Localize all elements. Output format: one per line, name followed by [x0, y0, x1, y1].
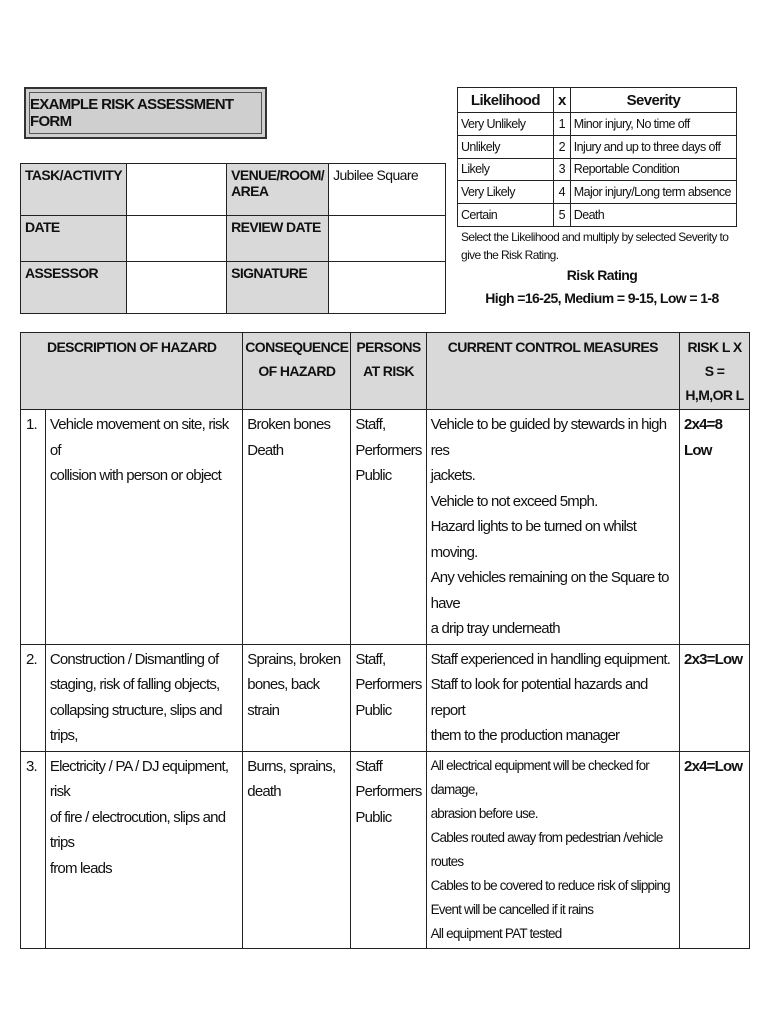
persons-header: PERSONS AT RISK [351, 333, 426, 410]
row-number: 3. [21, 751, 46, 948]
likelihood-cell: Likely [458, 158, 554, 181]
date-field[interactable] [126, 216, 226, 262]
severity-cell: Injury and up to three days off [570, 135, 736, 158]
hazard-table [20, 332, 750, 949]
likelihood-row [458, 204, 737, 227]
likelihood-cell: Very Likely [458, 181, 554, 204]
risk-rating-value: 2x3=Low [680, 644, 750, 751]
hazard-row [21, 644, 750, 751]
hazard-row [21, 751, 750, 948]
assessor-label: ASSESSOR [21, 262, 127, 314]
score-cell: 4 [553, 181, 570, 204]
risk-rating-instructions: Select the Likelihood and multiply by selected Severity to give the Risk Rating. [461, 230, 729, 262]
score-cell: 1 [553, 113, 570, 136]
hazard-description: Construction / Dismantling of staging, risk of falling objects, collapsing structure, slips and trips, [45, 644, 242, 751]
severity-cell: Reportable Condition [570, 158, 736, 181]
risk-rating-legend: High =16-25, Medium = 9-15, Low = 1-8 [485, 290, 719, 306]
risk-rating-value: 2x4=Low [680, 751, 750, 948]
row-number: 2. [21, 644, 46, 751]
likelihood-cell: Certain [458, 204, 554, 227]
consequence-header: CONSEQUENCE OF HAZARD [243, 333, 351, 410]
risk-rating-title: Risk Rating [566, 267, 638, 283]
likelihood-row [458, 158, 737, 181]
control-measures-header: CURRENT CONTROL MEASURES [426, 333, 679, 410]
assessment-info-table [20, 163, 446, 314]
task-activity-field[interactable] [126, 164, 226, 216]
hazard-consequence: Broken bones Death [243, 410, 351, 645]
form-title: EXAMPLE RISK ASSESSMENT FORM [29, 92, 262, 134]
persons-at-risk: Staff Performers Public [351, 751, 426, 948]
persons-at-risk: Staff, Performers Public [351, 644, 426, 751]
venue-label: VENUE/ROOM/ AREA [227, 164, 329, 216]
severity-cell: Minor injury, No time off [570, 113, 736, 136]
likelihood-severity-table [457, 87, 737, 227]
signature-label: SIGNATURE [227, 262, 329, 314]
score-cell: 3 [553, 158, 570, 181]
severity-cell: Major injury/Long term absence [570, 181, 736, 204]
likelihood-row [458, 113, 737, 136]
persons-at-risk: Staff, Performers Public [351, 410, 426, 645]
likelihood-cell: Very Unlikely [458, 113, 554, 136]
form-title-box [24, 87, 267, 139]
description-header: DESCRIPTION OF HAZARD [21, 333, 243, 410]
task-activity-label: TASK/ACTIVITY [21, 164, 127, 216]
hazard-description: Vehicle movement on site, risk of collision with person or object [45, 410, 242, 645]
review-date-label: REVIEW DATE [227, 216, 329, 262]
severity-header: Severity [570, 88, 736, 113]
date-label: DATE [21, 216, 127, 262]
hazard-description: Electricity / PA / DJ equipment, risk of fire / electrocution, slips and trips from leads [45, 751, 242, 948]
assessor-field[interactable] [126, 262, 226, 314]
control-measures: Vehicle to be guided by stewards in high res jackets. Vehicle to not exceed 5mph. Hazard lights to be turned on whilst moving. Any vehicles remaining on the Square to have a drip tray underneath [426, 410, 679, 645]
signature-field[interactable] [329, 262, 446, 314]
x-header: x [553, 88, 570, 113]
score-cell: 2 [553, 135, 570, 158]
severity-cell: Death [570, 204, 736, 227]
review-date-field[interactable] [329, 216, 446, 262]
hazard-consequence: Burns, sprains, death [243, 751, 351, 948]
score-cell: 5 [553, 204, 570, 227]
risk-rating-value: 2x4=8 Low [680, 410, 750, 645]
control-measures: All electrical equipment will be checked for damage, abrasion before use. Cables routed away from pedestrian /vehicle routes Cables to be covered to reduce risk of slipping Event will be cancelled if it rains All equipment PAT tested [426, 751, 679, 948]
risk-header: RISK L X S = H,M,OR L [680, 333, 750, 410]
row-number: 1. [21, 410, 46, 645]
likelihood-row [458, 135, 737, 158]
likelihood-cell: Unlikely [458, 135, 554, 158]
likelihood-row [458, 181, 737, 204]
likelihood-header: Likelihood [458, 88, 554, 113]
hazard-consequence: Sprains, broken bones, back strain [243, 644, 351, 751]
control-measures: Staff experienced in handling equipment. Staff to look for potential hazards and report them to the production manager [426, 644, 679, 751]
hazard-row [21, 410, 750, 645]
venue-field[interactable]: Jubilee Square [329, 164, 446, 216]
